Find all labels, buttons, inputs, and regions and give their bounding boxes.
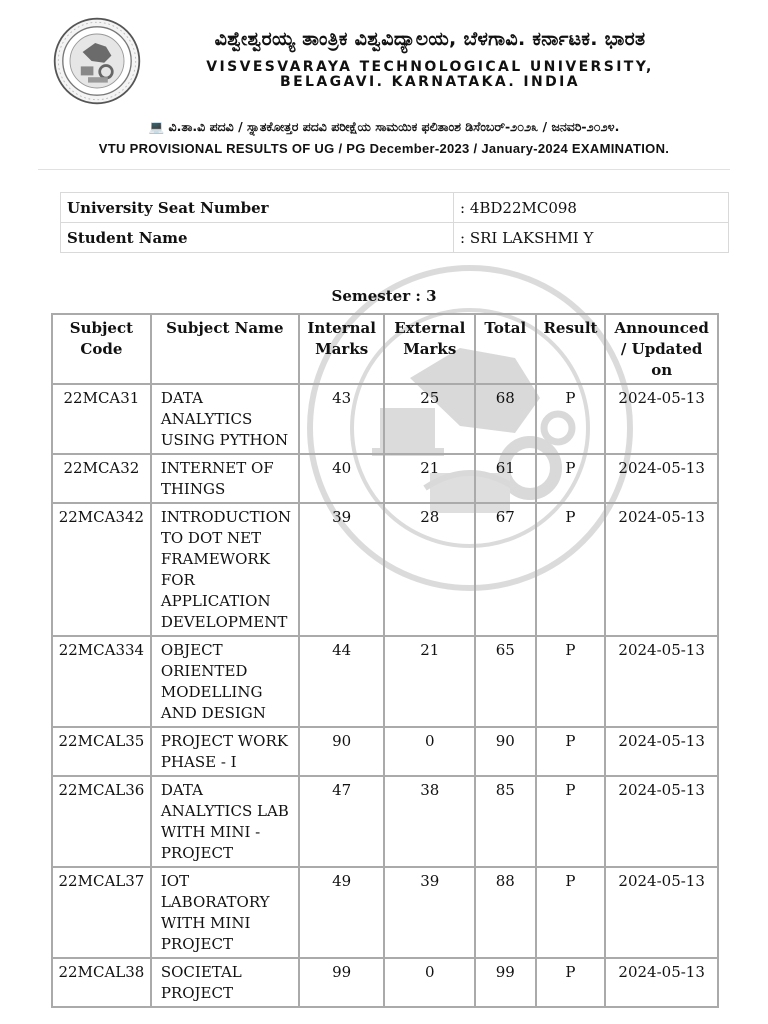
- announced-date: 2024-05-13: [605, 636, 718, 727]
- result: P: [536, 636, 606, 727]
- total-marks: 61: [475, 454, 536, 503]
- table-row: [52, 958, 718, 1007]
- page-header: [0, 0, 768, 170]
- table-row: [52, 776, 718, 867]
- announced-date: 2024-05-13: [605, 776, 718, 867]
- student-info-table: [60, 192, 729, 253]
- header-subject-code: Subject Code: [52, 314, 151, 384]
- table-row: [52, 384, 718, 454]
- subject-code: 22MCA334: [52, 636, 151, 727]
- subject-code: 22MCAL37: [52, 867, 151, 958]
- result: P: [536, 727, 606, 776]
- result: P: [536, 867, 606, 958]
- table-row: [52, 503, 718, 636]
- subject-code: 22MCAL36: [52, 776, 151, 867]
- subject-code: 22MCA342: [52, 503, 151, 636]
- internal-marks: 44: [299, 636, 385, 727]
- english-title-line1: VISVESVARAYA TECHNOLOGICAL UNIVERSITY,: [206, 59, 654, 75]
- subject-name: SOCIETAL PROJECT: [151, 958, 299, 1007]
- english-university-title: [150, 60, 710, 90]
- semester-label: Semester : 3: [331, 287, 437, 305]
- subject-name: INTRODUCTION TO DOT NET FRAMEWORK FOR APPLICATION DEVELOPMENT: [151, 503, 299, 636]
- university-logo: [52, 16, 142, 106]
- subject-code: 22MCAL38: [52, 958, 151, 1007]
- result: P: [536, 503, 606, 636]
- internal-marks: 99: [299, 958, 385, 1007]
- result: P: [536, 384, 606, 454]
- usn-row: [61, 193, 729, 223]
- table-row: [52, 636, 718, 727]
- header-external-marks: External Marks: [384, 314, 475, 384]
- internal-marks: 90: [299, 727, 385, 776]
- announced-date: 2024-05-13: [605, 727, 718, 776]
- internal-marks: 49: [299, 867, 385, 958]
- subject-code: 22MCA31: [52, 384, 151, 454]
- subject-name: PROJECT WORK PHASE - I: [151, 727, 299, 776]
- total-marks: 99: [475, 958, 536, 1007]
- header-subject-name: Subject Name: [151, 314, 299, 384]
- header-announced: Announced / Updated on: [605, 314, 718, 384]
- english-title-line2: BELAGAVI. KARNATAKA. INDIA: [280, 74, 580, 90]
- result: P: [536, 776, 606, 867]
- header-total: Total: [475, 314, 536, 384]
- usn-value: : 4BD22MC098: [454, 193, 729, 223]
- external-marks: 25: [384, 384, 475, 454]
- announced-date: 2024-05-13: [605, 867, 718, 958]
- header-internal-marks: Internal Marks: [299, 314, 385, 384]
- external-marks: 39: [384, 867, 475, 958]
- external-marks: 21: [384, 454, 475, 503]
- usn-label: University Seat Number: [61, 193, 454, 223]
- announced-date: 2024-05-13: [605, 384, 718, 454]
- results-title-english: VTU PROVISIONAL RESULTS OF UG / PG December-2023 / January-2024 EXAMINATION.: [98, 141, 670, 156]
- internal-marks: 47: [299, 776, 385, 867]
- marks-table-header: [52, 314, 718, 384]
- total-marks: 68: [475, 384, 536, 454]
- table-row: [52, 454, 718, 503]
- result: P: [536, 454, 606, 503]
- external-marks: 21: [384, 636, 475, 727]
- total-marks: 88: [475, 867, 536, 958]
- table-row: [52, 727, 718, 776]
- header-divider: [38, 169, 730, 170]
- external-marks: 38: [384, 776, 475, 867]
- subject-name: DATA ANALYTICS USING PYTHON: [151, 384, 299, 454]
- total-marks: 85: [475, 776, 536, 867]
- student-name-label: Student Name: [61, 223, 454, 253]
- total-marks: 65: [475, 636, 536, 727]
- subject-name: IOT LABORATORY WITH MINI PROJECT: [151, 867, 299, 958]
- subject-name: OBJECT ORIENTED MODELLING AND DESIGN: [151, 636, 299, 727]
- total-marks: 90: [475, 727, 536, 776]
- subject-code: 22MCA32: [52, 454, 151, 503]
- internal-marks: 43: [299, 384, 385, 454]
- internal-marks: 40: [299, 454, 385, 503]
- kannada-university-title: ವಿಶ್ವೇಶ್ವರಯ್ಯ ತಾಂತ್ರಿಕ ವಿಶ್ವವಿದ್ಯಾಲಯ, ಬೆಳಗಾವಿ. ಕರ್ನಾಟಕ. ಭಾರತ: [214, 28, 646, 50]
- marks-table: [51, 313, 719, 1008]
- announced-date: 2024-05-13: [605, 503, 718, 636]
- subject-name: INTERNET OF THINGS: [151, 454, 299, 503]
- result: P: [536, 958, 606, 1007]
- header-result: Result: [536, 314, 606, 384]
- internal-marks: 39: [299, 503, 385, 636]
- subject-code: 22MCAL35: [52, 727, 151, 776]
- student-name-row: [61, 223, 729, 253]
- table-row: [52, 867, 718, 958]
- external-marks: 0: [384, 958, 475, 1007]
- subject-name: DATA ANALYTICS LAB WITH MINI - PROJECT: [151, 776, 299, 867]
- results-title-kannada: 💻 ವಿ.ತಾ.ವಿ ಪದವಿ / ಸ್ನಾತಕೋತ್ತರ ಪದವಿ ಪರೀಕ್ಷೆಯ ಸಾಮಯಿಕ ಫಲಿತಾಂಶ ಡಿಸೆಂಬರ್-೨೦೨೩ / ಜನವರಿ-೨೦೨೪.: [148, 119, 620, 134]
- external-marks: 28: [384, 503, 475, 636]
- announced-date: 2024-05-13: [605, 958, 718, 1007]
- total-marks: 67: [475, 503, 536, 636]
- external-marks: 0: [384, 727, 475, 776]
- student-name-value: : SRI LAKSHMI Y: [454, 223, 729, 253]
- announced-date: 2024-05-13: [605, 454, 718, 503]
